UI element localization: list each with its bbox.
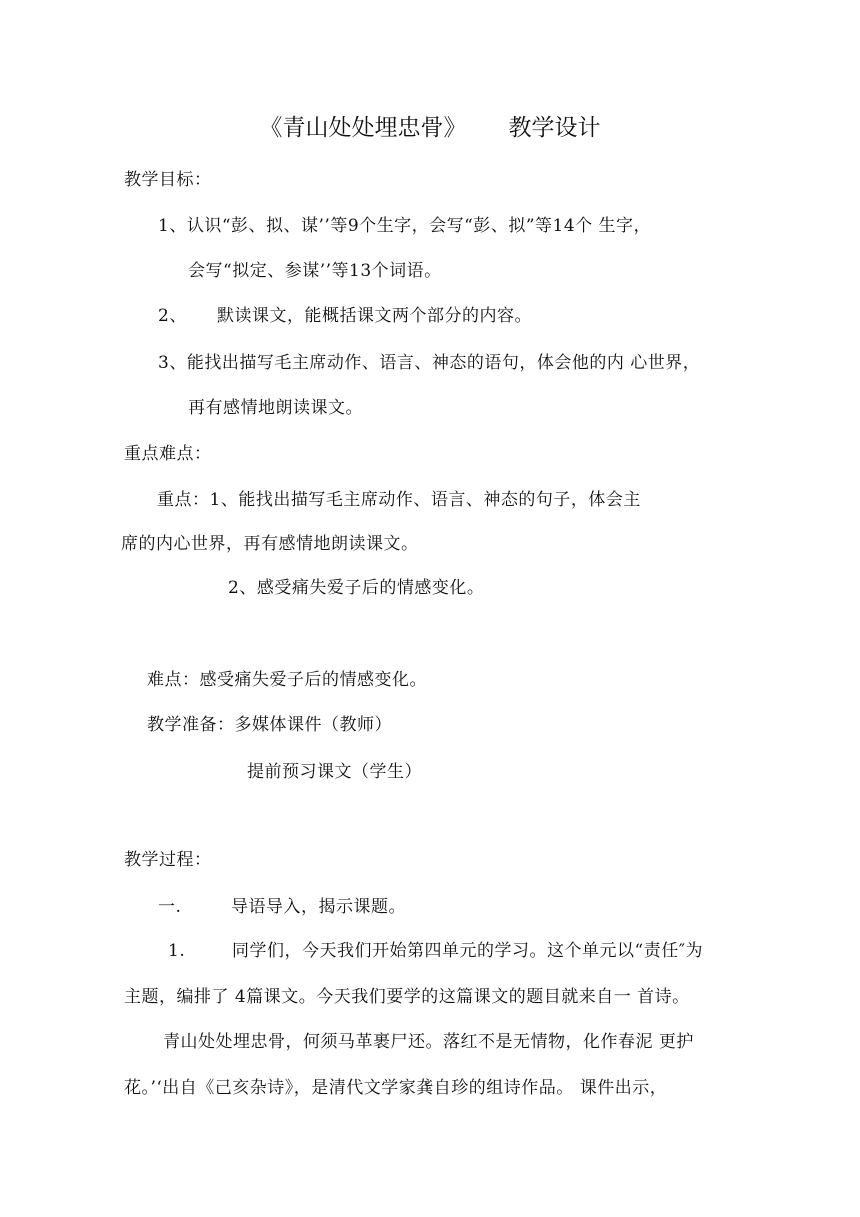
key-point-2: 2、感受痛失爱子后的情感变化。 (228, 578, 485, 598)
section-heading-key-points: 重点难点： (124, 444, 212, 464)
step-1-number: 一. (158, 897, 182, 917)
step-1-text: 导语导入，揭示课题。 (231, 897, 406, 917)
key-point-1-line-1: 重点：1、能找出描写毛主席动作、语言、神态的句子，体会主 (157, 490, 641, 510)
section-heading-process: 教学过程： (124, 850, 212, 870)
paragraph-1-line-1: 同学们，今天我们开始第四单元的学习。这个单元以“责任″为 (232, 941, 704, 961)
paragraph-1-number: 1. (168, 941, 186, 961)
goal-1-line-2: 会写“拟定、参谋’’等13个词语。 (188, 261, 442, 281)
document-title (0, 113, 860, 143)
title-sub: 教学设计 (508, 115, 601, 141)
preparation-teacher: 教学准备：多媒体课件（教师） (147, 715, 392, 735)
paragraph-1-line-2: 主题，编排了 4篇课文。今天我们要学的这篇课文的题目就来自一 首诗。 (124, 987, 690, 1007)
goal-1-line-1: 1、认识“彭、拟、谋’’等9个生字，会写“彭、拟”等14个 生字， (158, 216, 652, 236)
goal-2-number: 2、 (158, 306, 187, 326)
preparation-student: 提前预习课文（学生） (247, 762, 422, 782)
paragraph-1-line-3: 青山处处埋忠骨，何须马革裹尸还。落红不是无情物，化作春泥 更护 (163, 1032, 694, 1052)
goal-3-line-1: 3、能找出描写毛主席动作、语言、神态的语句，体会他的内 心世界， (158, 353, 701, 373)
section-heading-goals: 教学目标： (124, 170, 212, 190)
key-point-1-line-2: 席的内心世界，再有感情地朗读课文。 (121, 534, 419, 554)
goal-2-text: 默读课文，能概括课文两个部分的内容。 (217, 306, 532, 326)
goal-3-line-2: 再有感情地朗读课文。 (188, 398, 363, 418)
title-main: 《青山处处埋忠骨》 (259, 115, 467, 141)
difficulty: 难点：感受痛失爱子后的情感变化。 (147, 670, 427, 690)
paragraph-1-line-4: 花。’‘出自《己亥杂诗》，是清代文学家龚自珍的组诗作品。 课件出示， (124, 1078, 668, 1098)
